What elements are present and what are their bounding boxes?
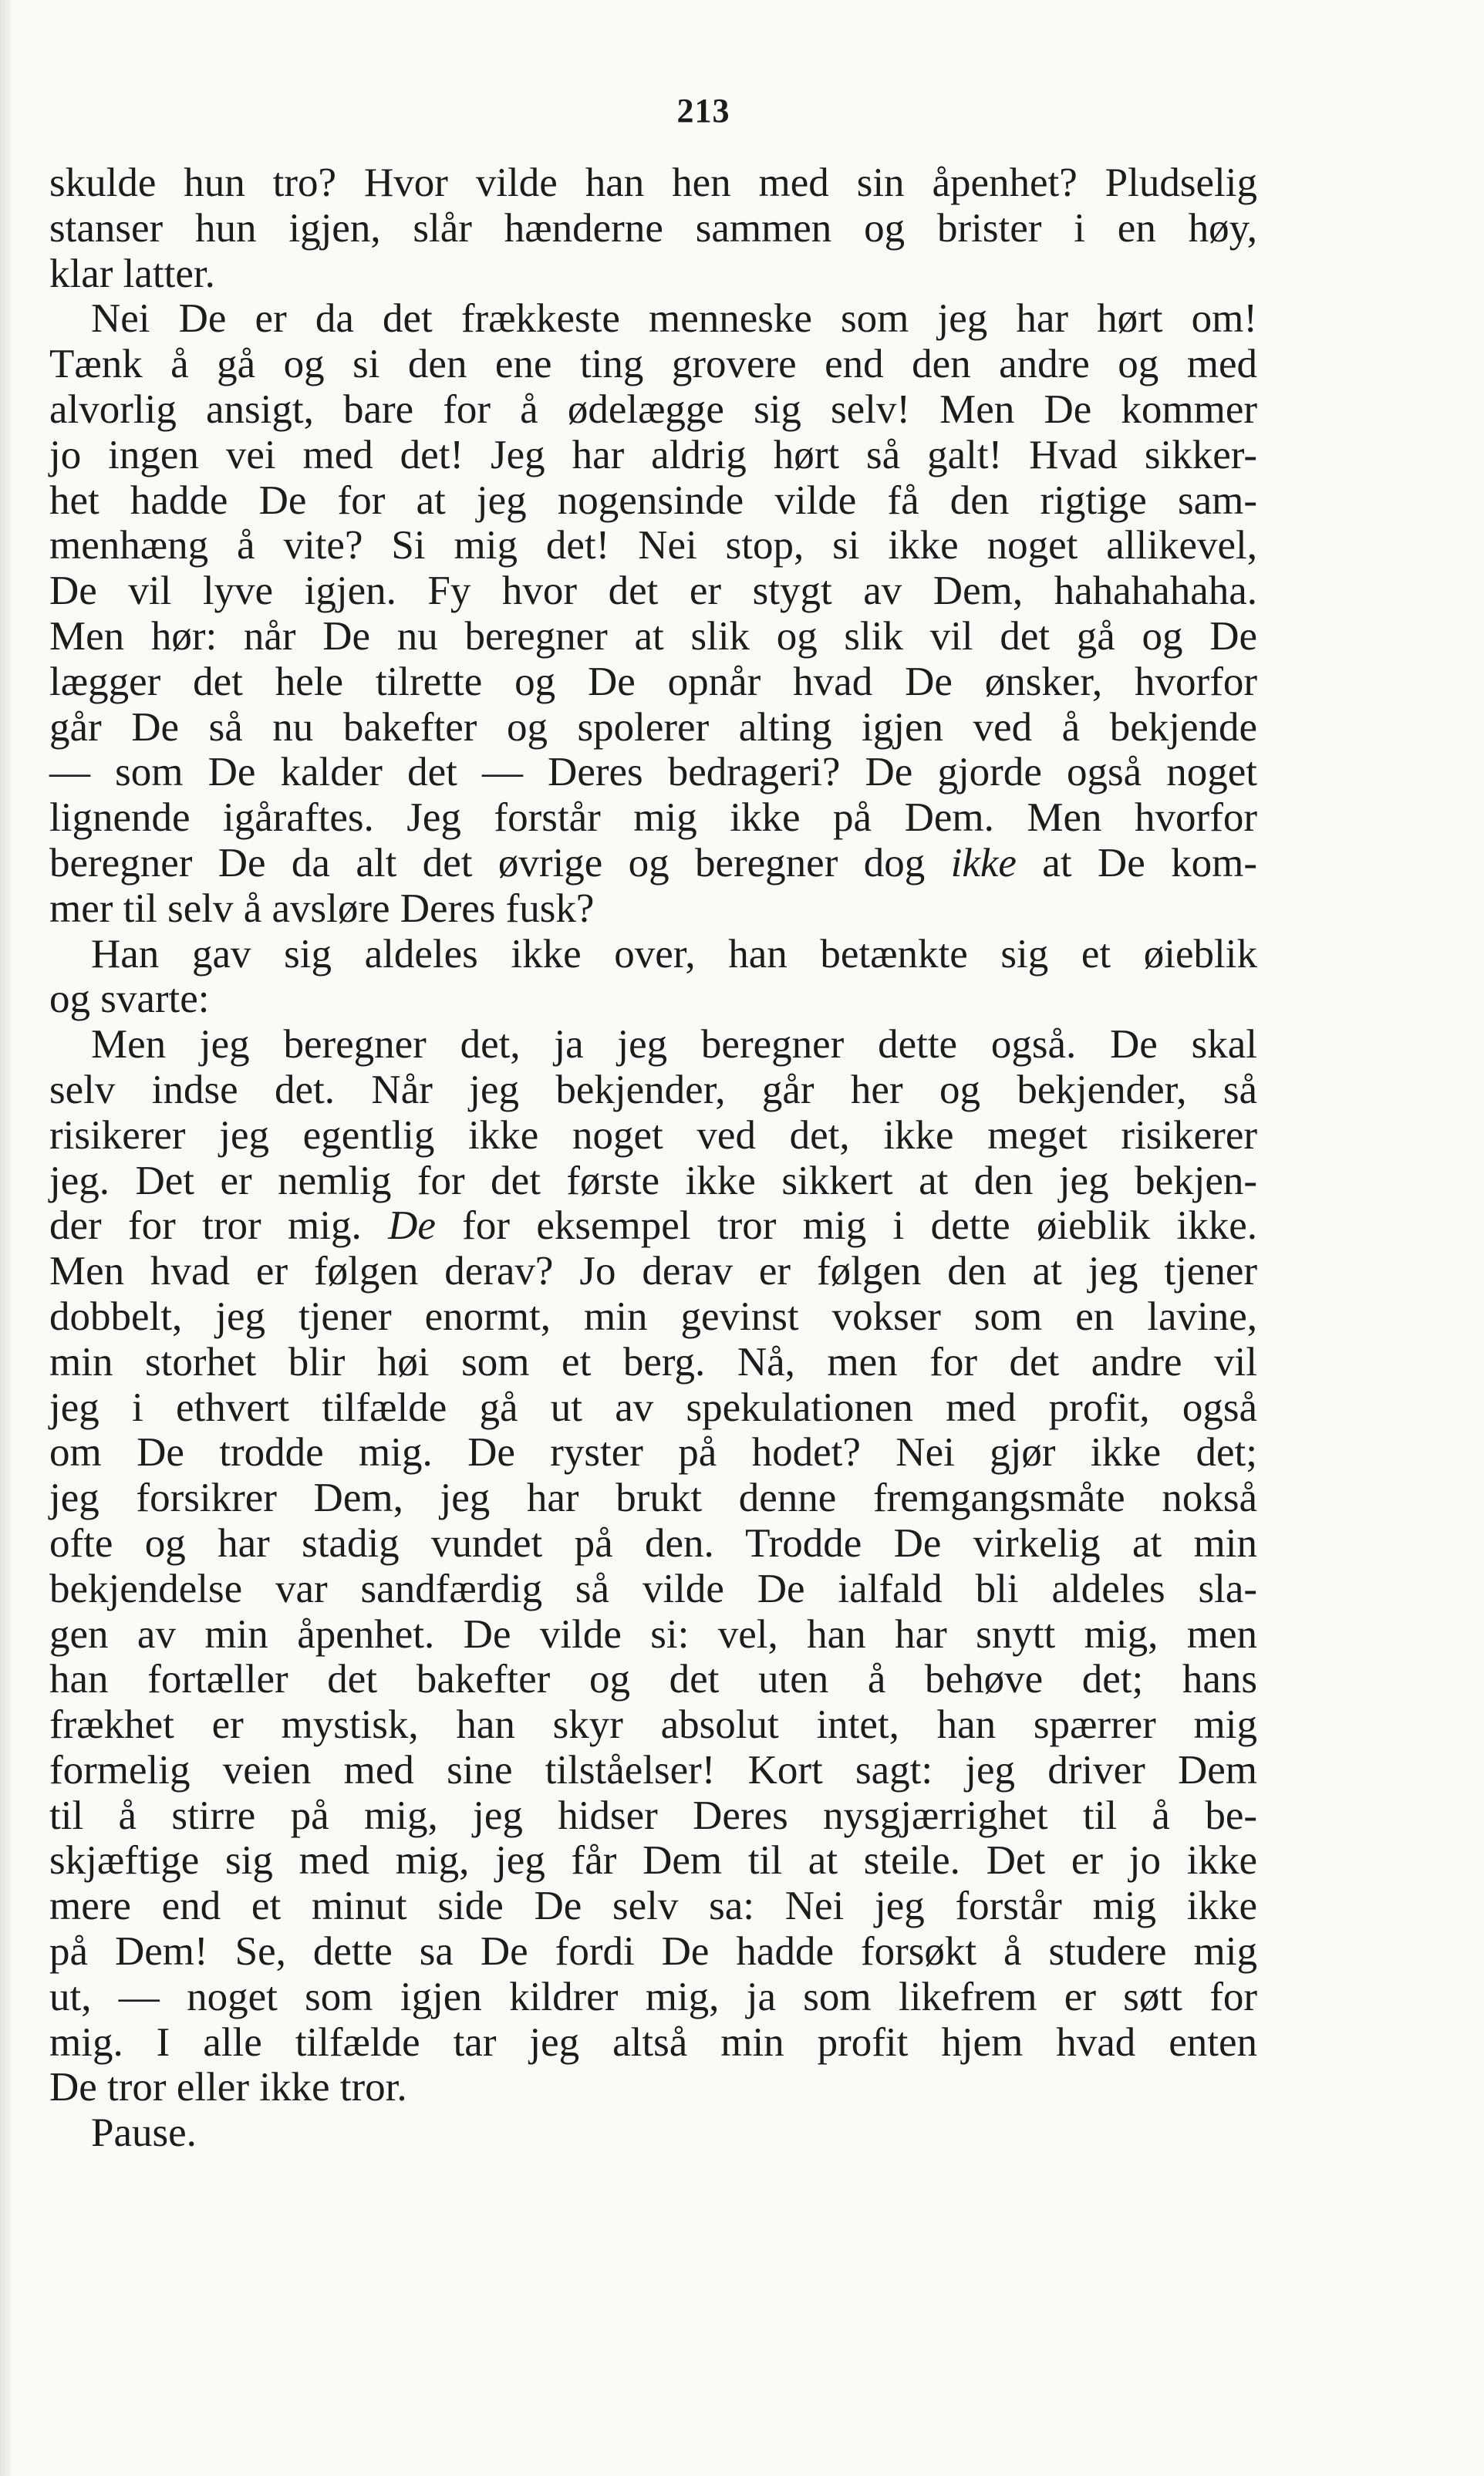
text-line: gen av min åpenhet. De vilde si: vel, han har snytt mig, men — [49, 1611, 1257, 1657]
text-line: selv indse det. Når jeg bekjender, går her og bekjender, så — [49, 1067, 1257, 1112]
text-line: het hadde De for at jeg nogensinde vilde få den rigtige sam- — [49, 477, 1257, 523]
text-line: Nei De er da det frækkeste menneske som jeg har hørt om! — [91, 296, 1257, 342]
text-line: Men hvad er følgen derav? Jo derav er følgen den at jeg tjener — [49, 1249, 1257, 1294]
text-line: Men hør: når De nu beregner at slik og slik vil det gå og De — [49, 613, 1257, 659]
text-line-with-emphasis — [49, 1203, 1257, 1249]
text-line: stanser hun igjen, slår hænderne sammen og brister i en høy, — [49, 205, 1257, 251]
page-left-edge — [0, 0, 11, 2476]
text-line: alvorlig ansigt, bare for å ødelægge sig selv! Men De kommer — [49, 386, 1257, 432]
text-line: jeg. Det er nemlig for det første ikke sikkert at den jeg bekjen- — [49, 1158, 1257, 1203]
body-text — [49, 160, 1257, 2156]
text-line: jeg forsikrer Dem, jeg har brukt denne fremgangsmåte nokså — [49, 1476, 1257, 1521]
text-line: mig. I alle tilfælde tar jeg altså min profit hjem hvad enten — [49, 2019, 1257, 2065]
text-line: Han gav sig aldeles ikke over, han betænkte sig et øieblik — [91, 931, 1257, 977]
emphasized-word: ikke — [950, 840, 1017, 885]
text-line: bekjendelse var sandfærdig så vilde De ialfald bli aldeles sla- — [49, 1566, 1257, 1611]
text-line: og svarte: — [49, 977, 210, 1022]
text-line: risikerer jeg egentlig ikke noget ved det, ikke meget risikerer — [49, 1112, 1257, 1158]
text-line: jeg i ethvert tilfælde gå ut av spekulationen med profit, også — [49, 1385, 1257, 1430]
text-line: De vil lyve igjen. Fy hvor det er stygt av Dem, hahahahaha. — [49, 568, 1257, 614]
text-segment: at De kom- — [1016, 840, 1257, 885]
text-line: De tror eller ikke tror. — [49, 2065, 407, 2110]
text-line: han fortæller det bakefter og det uten å behøve det; hans — [49, 1657, 1257, 1702]
text-line: ut, — noget som igjen kildrer mig, ja som likefrem er søtt for — [49, 1974, 1257, 2019]
text-line: Tænk å gå og si den ene ting grovere end den andre og med — [49, 342, 1257, 387]
emphasized-word: De — [388, 1203, 436, 1249]
text-line: dobbelt, jeg tjener enormt, min gevinst vokser som en lavine, — [49, 1294, 1257, 1339]
text-line: menhæng å vite? Si mig det! Nei stop, si ikke noget allikevel, — [49, 523, 1257, 568]
text-line: formelig veien med sine tilståelser! Kort sagt: jeg driver Dem — [49, 1747, 1257, 1793]
text-segment: for eksempel tror mig i dette øieblik ikke. — [435, 1203, 1257, 1249]
text-line: Men jeg beregner det, ja jeg beregner dette også. De skal — [91, 1022, 1257, 1068]
text-line: lægger det hele tilrette og De opnår hvad De ønsker, hvorfor — [49, 659, 1257, 704]
text-line: skulde hun tro? Hvor vilde han hen med sin åpenhet? Pludselig — [49, 160, 1257, 205]
text-line: til å stirre på mig, jeg hidser Deres nysgjærrighet til å be- — [49, 1793, 1257, 1838]
text-line-with-emphasis — [49, 841, 1257, 886]
text-line: Pause. — [91, 2110, 197, 2156]
text-line: jo ingen vei med det! Jeg har aldrig hørt så galt! Hvad sikker- — [49, 432, 1257, 477]
text-line: går De så nu bakefter og spolerer alting igjen ved å bekjende — [49, 704, 1257, 750]
page-number: 213 — [676, 92, 730, 130]
text-line: skjæftige sig med mig, jeg får Dem til at steile. Det er jo ikke — [49, 1838, 1257, 1884]
text-line: — som De kalder det — Deres bedrageri? De gjorde også noget — [49, 750, 1257, 795]
text-line: mer til selv å avsløre Deres fusk? — [49, 885, 595, 931]
text-line: min storhet blir høi som et berg. Nå, men for det andre vil — [49, 1339, 1257, 1385]
text-line: mere end et minut side De selv sa: Nei jeg forstår mig ikke — [49, 1884, 1257, 1929]
text-line: på Dem! Se, dette sa De fordi De hadde forsøkt å studere mig — [49, 1929, 1257, 1975]
text-line: lignende igåraftes. Jeg forstår mig ikke på Dem. Men hvorfor — [49, 795, 1257, 841]
text-segment: der for tror mig. — [49, 1203, 389, 1249]
text-line: ofte og har stadig vundet på den. Trodde De virkelig at min — [49, 1520, 1257, 1566]
text-line: klar latter. — [49, 251, 215, 296]
text-line: frækhet er mystisk, han skyr absolut intet, han spærrer mig — [49, 1702, 1257, 1748]
text-line: om De trodde mig. De ryster på hodet? Nei gjør ikke det; — [49, 1430, 1257, 1476]
text-segment: beregner De da alt det øvrige og beregner dog — [49, 840, 951, 885]
